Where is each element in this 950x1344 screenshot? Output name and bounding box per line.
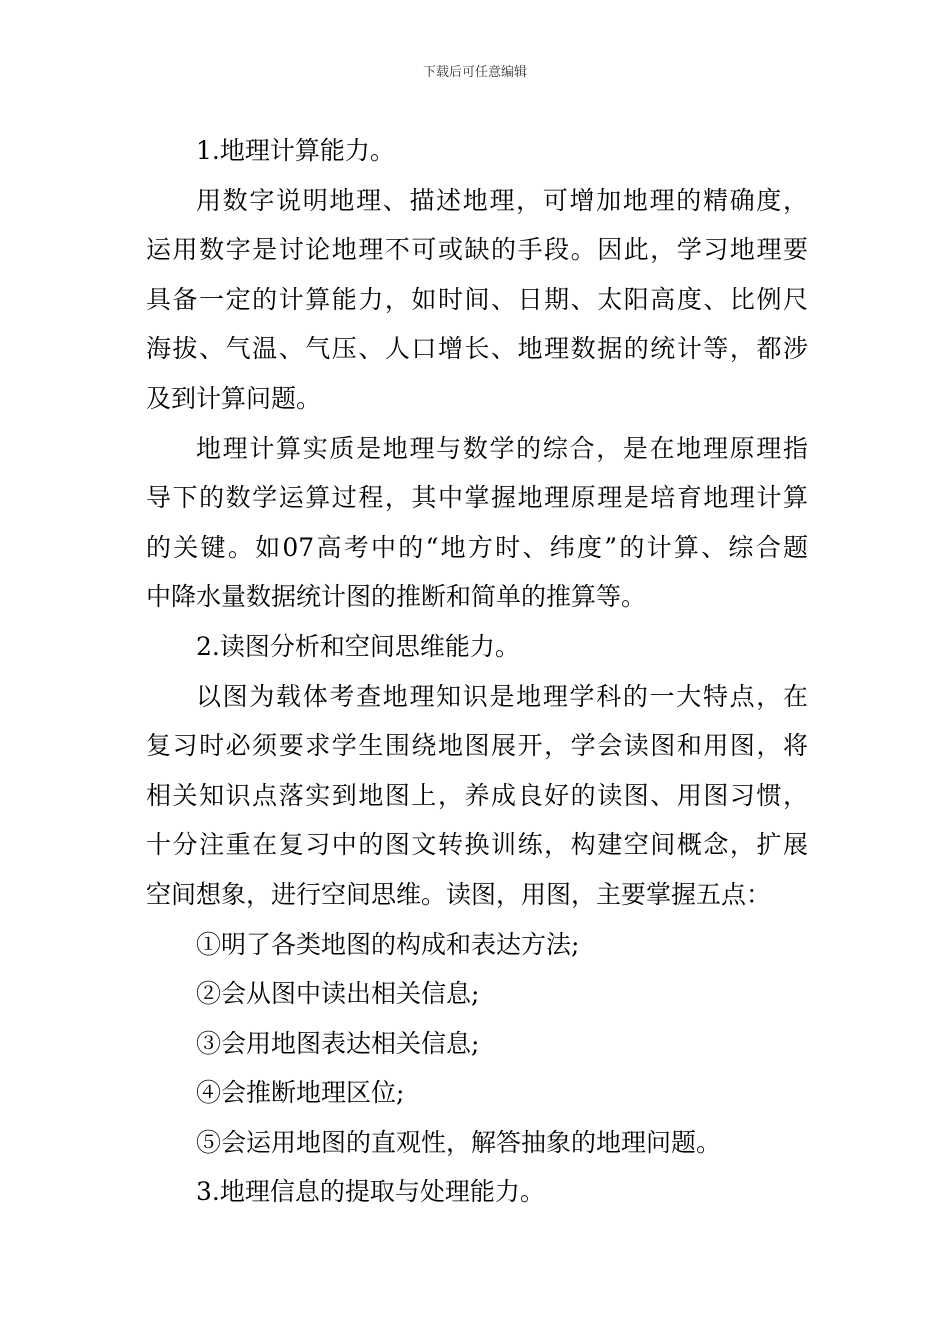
paragraph-line: 复习时必须要求学生围绕地图展开，学会读图和用图，将 [146,731,808,761]
paragraph-line: 地理计算实质是地理与数学的综合，是在地理原理指 [196,433,808,463]
paragraph-line: 运用数字是讨论地理不可或缺的手段。因此，学习地理要 [146,235,808,265]
paragraph-line: 及到计算问题。 [146,383,322,413]
list-item: ②会从图中读出相关信息; [196,979,480,1009]
section-heading-3: 3.地理信息的提取与处理能力。 [196,1177,545,1207]
document-body [146,126,808,1217]
section-heading-2: 2.读图分析和空间思维能力。 [196,631,520,661]
paragraph-line: 海拔、气温、气压、人口增长、地理数据的统计等，都涉 [146,334,808,364]
list-item: ⑤会运用地图的直观性，解答抽象的地理问题。 [196,1127,722,1157]
section-heading-1: 1.地理计算能力。 [196,136,395,165]
list-item: ④会推断地理区位; [196,1078,405,1108]
paragraph-line: 中降水量数据统计图的推断和简单的推算等。 [146,582,647,612]
paragraph-line: 十分注重在复习中的图文转换训练，构建空间概念，扩展 [146,830,808,860]
paragraph-line: 空间想象，进行空间思维。读图，用图，主要掌握五点： [146,879,772,909]
paragraph-line: 导下的数学运算过程，其中掌握地理原理是培育地理计算 [146,483,808,513]
page-header-note: 下载后可任意编辑 [422,65,527,80]
list-item: ③会用地图表达相关信息; [196,1028,480,1058]
list-item: ①明了各类地图的构成和表达方法; [196,929,580,959]
paragraph-line: 的关键。如07高考中的“地方时、纬度”的计算、综合题 [146,532,808,562]
paragraph-line: 相关知识点落实到地图上，养成良好的读图、用图习惯， [146,780,808,810]
paragraph-line: 用数字说明地理、描述地理，可增加地理的精确度， [196,185,808,215]
paragraph-line: 以图为载体考查地理知识是地理学科的一大特点，在 [196,681,808,711]
paragraph-line: 具备一定的计算能力，如时间、日期、太阳高度、比例尺 [146,284,808,314]
